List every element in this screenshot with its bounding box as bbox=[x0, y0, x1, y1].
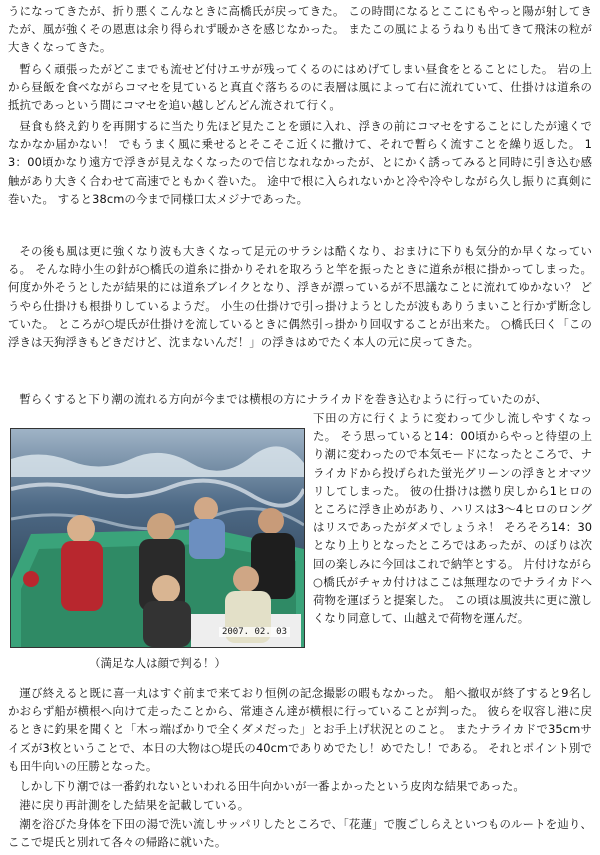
paragraph-6: 運び終えると既に喜一丸はすぐ前まで来ており恒例の記念撮影の暇もなかった。 船へ撤収が終了すると9名しかおらず船が横根へ向けて走ったことから、常連さん達が横根に行っていることが判った。 彼らを収容し港に戻るときに釣果を聞くと「木っ端ばかりで全くダメだった」とお手上げ状況とのこと。 またナライカドで35cmサイズが3枚ということで、本日の大物は○堤氏の40cmでありめでたし！めでたし！である。 それとポイント別でも田牛向いの圧勝となった。 bbox=[8, 686, 592, 773]
paragraph-5-continued: 下田の方に行くように変わって少し流しやすくなった。 そう思っていると14：00頃からやっと待望の上り潮に変わったので本気モードになったところで、ナライカドから投げられた蛍光グリーンの浮きとオマツリしてしまった。 彼の仕掛けは撚り戻しから1ヒロのところに浮き止めがあり、ハリスは3～4ヒロのロングはリスであったがダメでしょうネ！ そろそろ14：30となり上りとなったところではあったが、のぼりは次回の楽しみに今回はこれで納竿とする。 片付けながら○橋氏がチャカ付けはここは無理なのでナライカドへ荷物を運ぼうと提案した。 この頃は風波共に更に激しくなり同意して、山越えで荷物を運んだ。 bbox=[313, 411, 592, 626]
paragraph-1: うになってきたが、折り悪くこんなときに高橋氏が戻ってきた。 この時間になるとここにもやっと陽が射してきたが、風が強くその恩恵は余り得られず暖かさを感じなかった。 またこの風によるうねりも出てきて飛沫の粒が大きくなってきた。 bbox=[8, 4, 592, 55]
photo-datestamp: 2007. 02. 03 bbox=[219, 627, 290, 637]
photo-block bbox=[10, 428, 305, 678]
group-photo bbox=[10, 428, 305, 648]
paragraph-9: 潮を浴びた身体を下田の湯で洗い流しサッパリしたところで、「花蓮」で腹ごしらえといつものルートを辿り、ここで堤氏と別れて各々の帰路に就いた。 bbox=[8, 817, 592, 850]
paragraph-3: 昼食も終え釣りを再開するに当たり先ほど見たことを頭に入れ、浮きの前にコマセをすることにしたが遠くでなかなか届かない！ でもうまく風に乗せるとそこそこ近くに撒けて、それで暫らく流すことを繰り返した。 13：00頃かなり遠方で浮きが見えなくなったので信じなれなかったが、とにかく誘ってみると同時に引き込む感触があり大きく合わせて高速でともかく巻いた。 途中で根に入られないかと冷や冷やしながら久し振りに真剣に巻いた。 すると38cmの今まで同様口太メジナであった。 bbox=[8, 119, 592, 206]
paragraph-7: しかし下り潮では一番釣れないといわれる田牛向かいが一番よかったという皮肉な結果であった。 bbox=[19, 779, 525, 793]
photo-caption: （満足な人は顔で判る！） bbox=[89, 656, 226, 670]
paragraph-2: 暫らく頑張ったがどこまでも流せど付けエサが残ってくるのにはめげてしまい昼食をとることにした。 岩の上から昼飯を食べながらコマセを見ていると真直ぐ落ちるのに表層は風によって右に流れていて、仕掛けは道糸の抵抗であっという間にコマセを追い越しどんどん流されて行く。 bbox=[8, 62, 592, 113]
paragraph-8: 港に戻り再計測をした結果を記載している。 bbox=[19, 798, 250, 812]
boat-photo-illustration bbox=[11, 429, 304, 647]
paragraph-4: その後も風は更に強くなり波も大きくなって足元のサラシは酷くなり、おまけに下りも気分的か早くなっている。 そんな時小生の針が○橋氏の道糸に掛かりそれを取ろうと竿を振ったときに道糸が根に掛かってしまった。 何度か外そうとしたが結果的には道糸ブレイクとなり、浮きが漂っているが不思議なことに流れてゆかない？ どうやら仕掛けも根掛りしているようだ。 小生の仕掛けで引っ掛けようとしたが波もありうまいこと行かず断念していた。 ところが○堤氏が仕掛けを流しているときに偶然引っ掛かり回収することが出来た。 ○橋氏曰く「この浮きは天狗浮きもどきだけど、沈まないんだ！」の浮きはめでたく本人の元に戻ってきた。 bbox=[8, 244, 592, 350]
paragraph-5: 暫らくすると下り潮の流れる方向が今までは横根の方にナライカドを巻き込むように行っていたのが、 bbox=[19, 392, 548, 406]
